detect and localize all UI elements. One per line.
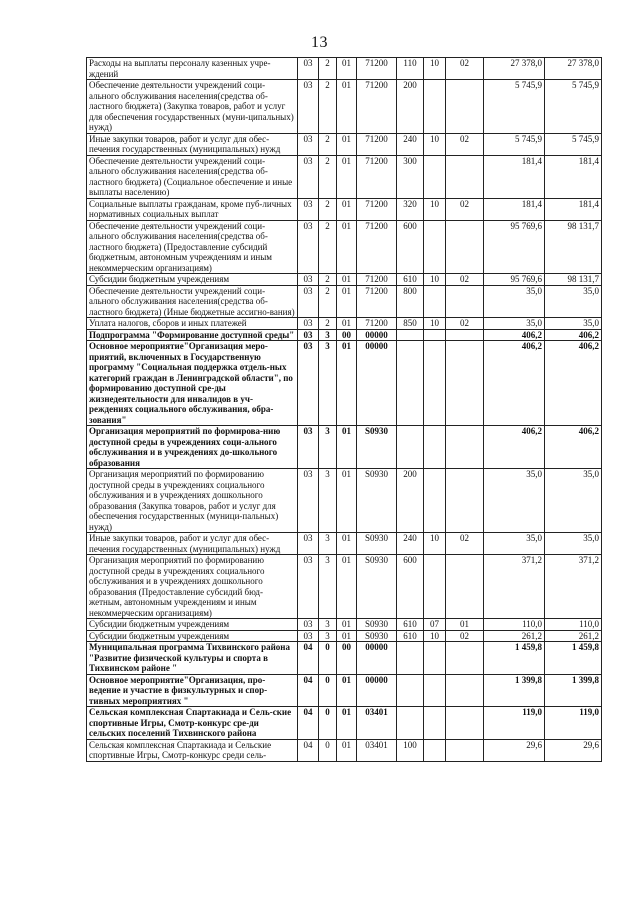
code-direction: 03401	[357, 739, 397, 761]
code-division: 10	[424, 133, 446, 155]
budget-table	[86, 57, 602, 762]
amount-2: 5 745,9	[545, 80, 602, 134]
code-section: 03	[298, 285, 319, 318]
code-expense-type: 100	[397, 739, 424, 761]
code-expense-type: 610	[397, 630, 424, 642]
table-row	[87, 220, 602, 274]
code-section: 03	[298, 341, 319, 426]
amount-1: 406,2	[484, 329, 545, 341]
code-section: 04	[298, 642, 319, 675]
code-division: 10	[424, 630, 446, 642]
code-subprogram: 3	[319, 329, 337, 341]
code-section: 03	[298, 58, 319, 80]
code-event: 01	[337, 80, 357, 134]
code-division	[424, 674, 446, 707]
code-division	[424, 155, 446, 198]
code-event: 01	[337, 341, 357, 426]
code-section: 03	[298, 619, 319, 631]
code-event: 01	[337, 318, 357, 330]
amount-2: 29,6	[545, 739, 602, 761]
code-subdivision: 02	[446, 58, 484, 80]
code-section: 03	[298, 630, 319, 642]
row-name: Основное мероприятие"Организация, про-ведение и участие в физкультурных и спор-тивных мероприятиях "	[87, 674, 298, 707]
amount-1: 181,4	[484, 198, 545, 220]
row-name: Уплата налогов, сборов и иных платежей	[87, 318, 298, 330]
table-row	[87, 329, 602, 341]
code-expense-type: 850	[397, 318, 424, 330]
code-subdivision	[446, 80, 484, 134]
amount-2: 261,2	[545, 630, 602, 642]
code-division	[424, 220, 446, 274]
code-event: 01	[337, 739, 357, 761]
code-subprogram: 3	[319, 619, 337, 631]
code-subprogram: 2	[319, 318, 337, 330]
code-direction: 00000	[357, 329, 397, 341]
code-direction: 71200	[357, 285, 397, 318]
amount-2: 98 131,7	[545, 274, 602, 286]
code-direction: 71200	[357, 274, 397, 286]
code-direction: 71200	[357, 133, 397, 155]
code-subdivision	[446, 674, 484, 707]
amount-2: 371,2	[545, 555, 602, 619]
code-subprogram: 2	[319, 133, 337, 155]
code-expense-type	[397, 341, 424, 426]
code-event: 01	[337, 133, 357, 155]
table-row	[87, 318, 602, 330]
code-section: 03	[298, 155, 319, 198]
row-name: Субсидии бюджетным учреждениям	[87, 619, 298, 631]
code-event: 01	[337, 630, 357, 642]
code-section: 03	[298, 133, 319, 155]
code-subdivision: 02	[446, 630, 484, 642]
code-direction: 71200	[357, 80, 397, 134]
code-direction: S0930	[357, 533, 397, 555]
code-section: 04	[298, 739, 319, 761]
table-row	[87, 469, 602, 533]
code-section: 04	[298, 674, 319, 707]
amount-2: 406,2	[545, 329, 602, 341]
code-subdivision	[446, 469, 484, 533]
code-subdivision	[446, 426, 484, 469]
row-name: Иные закупки товаров, работ и услуг для обес-печения государственных (муниципальных) нужд	[87, 133, 298, 155]
code-subprogram: 3	[319, 341, 337, 426]
amount-2: 98 131,7	[545, 220, 602, 274]
code-direction: S0930	[357, 619, 397, 631]
amount-1: 261,2	[484, 630, 545, 642]
row-name: Организация мероприятий по формированию доступной среды в учреждениях социального обслуживания и в учреждениях дошкольного образования (Предоставление субсидий бюд-жетным, автономным учреждениям и иным некоммерческим организациям)	[87, 555, 298, 619]
code-subprogram: 3	[319, 533, 337, 555]
code-subprogram: 2	[319, 220, 337, 274]
code-subdivision	[446, 341, 484, 426]
amount-1: 35,0	[484, 285, 545, 318]
code-expense-type	[397, 707, 424, 740]
code-section: 03	[298, 555, 319, 619]
code-event: 01	[337, 555, 357, 619]
code-division	[424, 80, 446, 134]
code-section: 03	[298, 198, 319, 220]
amount-2: 119,0	[545, 707, 602, 740]
code-subdivision: 02	[446, 133, 484, 155]
code-event: 01	[337, 674, 357, 707]
code-division	[424, 329, 446, 341]
code-subprogram: 2	[319, 80, 337, 134]
code-event: 01	[337, 220, 357, 274]
code-event: 01	[337, 198, 357, 220]
code-subprogram: 0	[319, 707, 337, 740]
amount-2: 27 378,0	[545, 58, 602, 80]
code-event: 00	[337, 329, 357, 341]
code-event: 01	[337, 707, 357, 740]
code-direction: 00000	[357, 642, 397, 675]
amount-1: 119,0	[484, 707, 545, 740]
amount-1: 35,0	[484, 469, 545, 533]
code-expense-type: 240	[397, 133, 424, 155]
code-expense-type: 300	[397, 155, 424, 198]
code-division: 07	[424, 619, 446, 631]
amount-2: 5 745,9	[545, 133, 602, 155]
amount-2: 406,2	[545, 426, 602, 469]
code-subprogram: 2	[319, 198, 337, 220]
amount-2: 35,0	[545, 469, 602, 533]
amount-1: 110,0	[484, 619, 545, 631]
code-expense-type: 600	[397, 555, 424, 619]
code-expense-type: 200	[397, 80, 424, 134]
amount-1: 1 399,8	[484, 674, 545, 707]
code-subprogram: 3	[319, 469, 337, 533]
code-event: 01	[337, 155, 357, 198]
code-section: 03	[298, 274, 319, 286]
code-subdivision	[446, 220, 484, 274]
code-subprogram: 3	[319, 426, 337, 469]
code-subdivision	[446, 155, 484, 198]
code-division	[424, 739, 446, 761]
amount-1: 5 745,9	[484, 80, 545, 134]
table-row	[87, 739, 602, 761]
code-subprogram: 0	[319, 739, 337, 761]
code-expense-type: 240	[397, 533, 424, 555]
code-direction: 71200	[357, 220, 397, 274]
amount-1: 95 769,6	[484, 274, 545, 286]
amount-1: 29,6	[484, 739, 545, 761]
row-name: Субсидии бюджетным учреждениям	[87, 630, 298, 642]
table-row	[87, 533, 602, 555]
code-subprogram: 2	[319, 274, 337, 286]
code-division	[424, 555, 446, 619]
code-expense-type: 610	[397, 274, 424, 286]
row-name: Сельская комплексная Спартакиада и Сельские спортивные Игры, Смотр-конкурс среди сель-	[87, 739, 298, 761]
amount-1: 95 769,6	[484, 220, 545, 274]
code-subdivision	[446, 739, 484, 761]
table-row	[87, 642, 602, 675]
code-division: 10	[424, 274, 446, 286]
table-row	[87, 555, 602, 619]
table-row	[87, 274, 602, 286]
code-division	[424, 285, 446, 318]
table-row	[87, 630, 602, 642]
code-subdivision: 02	[446, 274, 484, 286]
code-event: 01	[337, 426, 357, 469]
code-expense-type: 200	[397, 469, 424, 533]
row-name: Сельская комплексная Спартакиада и Сель-ские спортивные Игры, Смотр-конкурс сре-ди сельских поселений Тихвинского района	[87, 707, 298, 740]
amount-2: 1 459,8	[545, 642, 602, 675]
code-subprogram: 3	[319, 555, 337, 619]
row-name: Иные закупки товаров, работ и услуг для обес-печения государственных (муниципальных) нужд	[87, 533, 298, 555]
code-section: 03	[298, 329, 319, 341]
amount-1: 1 459,8	[484, 642, 545, 675]
code-direction: 71200	[357, 58, 397, 80]
table-row	[87, 426, 602, 469]
code-subprogram: 2	[319, 155, 337, 198]
code-expense-type: 610	[397, 619, 424, 631]
table-row	[87, 674, 602, 707]
page-number: 13	[311, 34, 328, 51]
row-name: Организация мероприятий по формирова-нию доступной среды в учреждениях соци-ального обслуживания и в учреждениях до-школьного образования	[87, 426, 298, 469]
code-direction: 71200	[357, 155, 397, 198]
table-row	[87, 58, 602, 80]
code-subdivision	[446, 329, 484, 341]
code-subdivision	[446, 555, 484, 619]
row-name: Обеспечение деятельности учреждений соци-ального обслуживания населения(средства об-ластного бюджета) (Социальное обеспечение и иные выплаты населению)	[87, 155, 298, 198]
row-name: Обеспечение деятельности учреждений соци-ального обслуживания населения(средства об-ластного бюджета) (Закупка товаров, работ и услуг для обеспечения государственных (муни-ципальных) нужд)	[87, 80, 298, 134]
amount-2: 406,2	[545, 341, 602, 426]
code-subprogram: 0	[319, 642, 337, 675]
code-direction: S0930	[357, 555, 397, 619]
row-name: Муниципальная программа Тихвинского района "Развитие физической культуры и спорта в Тихвинском районе "	[87, 642, 298, 675]
code-direction: 71200	[357, 318, 397, 330]
amount-1: 181,4	[484, 155, 545, 198]
amount-2: 181,4	[545, 155, 602, 198]
code-section: 03	[298, 426, 319, 469]
row-name: Организация мероприятий по формированию доступной среды в учреждениях социального обслуживания и в учреждениях дошкольного образования (Закупка товаров, работ и услуг для обеспечения государственных (муници-пальных) нужд)	[87, 469, 298, 533]
amount-1: 406,2	[484, 426, 545, 469]
code-event: 01	[337, 619, 357, 631]
code-division	[424, 426, 446, 469]
table-row	[87, 707, 602, 740]
code-subdivision: 01	[446, 619, 484, 631]
code-section: 03	[298, 80, 319, 134]
amount-2: 35,0	[545, 285, 602, 318]
code-division	[424, 341, 446, 426]
code-direction: S0930	[357, 426, 397, 469]
code-event: 01	[337, 274, 357, 286]
code-subprogram: 2	[319, 285, 337, 318]
code-section: 04	[298, 707, 319, 740]
code-event: 00	[337, 642, 357, 675]
amount-1: 35,0	[484, 533, 545, 555]
row-name: Подпрограмма "Формирование доступной среды"	[87, 329, 298, 341]
table-row	[87, 198, 602, 220]
row-name: Расходы на выплаты персоналу казенных учре-ждений	[87, 58, 298, 80]
code-section: 03	[298, 318, 319, 330]
code-division	[424, 642, 446, 675]
amount-2: 35,0	[545, 318, 602, 330]
code-expense-type	[397, 642, 424, 675]
row-name: Обеспечение деятельности учреждений соци-ального обслуживания населения(средства об-ластного бюджета) (Предоставление субсидий бюджетным, автономным учреждениям и иным некоммерческим организациям)	[87, 220, 298, 274]
code-expense-type	[397, 426, 424, 469]
code-subdivision: 02	[446, 318, 484, 330]
amount-2: 110,0	[545, 619, 602, 631]
code-direction: 00000	[357, 341, 397, 426]
code-event: 01	[337, 469, 357, 533]
code-subprogram: 3	[319, 630, 337, 642]
amount-1: 35,0	[484, 318, 545, 330]
code-event: 01	[337, 533, 357, 555]
table-row	[87, 619, 602, 631]
code-subdivision: 02	[446, 533, 484, 555]
row-name: Основное мероприятие"Организация меро-приятий, включенных в Государственную программу "Социальная поддержка отдель-ных категорий граждан в Ленинградской области", по формированию доступной сре-ды жизнедеятельности для инвалидов в уч-реждениях социального обслуживания, обра-зования"	[87, 341, 298, 426]
code-section: 03	[298, 220, 319, 274]
code-section: 03	[298, 469, 319, 533]
code-division: 10	[424, 318, 446, 330]
code-division	[424, 469, 446, 533]
amount-2: 35,0	[545, 533, 602, 555]
table-row	[87, 285, 602, 318]
amount-1: 27 378,0	[484, 58, 545, 80]
code-subdivision: 02	[446, 198, 484, 220]
amount-1: 406,2	[484, 341, 545, 426]
code-subdivision	[446, 642, 484, 675]
code-expense-type	[397, 329, 424, 341]
row-name: Социальные выплаты гражданам, кроме пуб-личных нормативных социальных выплат	[87, 198, 298, 220]
amount-2: 1 399,8	[545, 674, 602, 707]
code-subdivision	[446, 707, 484, 740]
code-direction: 71200	[357, 198, 397, 220]
row-name: Субсидии бюджетным учреждениям	[87, 274, 298, 286]
code-expense-type: 320	[397, 198, 424, 220]
code-expense-type: 110	[397, 58, 424, 80]
code-division	[424, 707, 446, 740]
code-direction: S0930	[357, 630, 397, 642]
code-division: 10	[424, 533, 446, 555]
code-subprogram: 2	[319, 58, 337, 80]
code-subprogram: 0	[319, 674, 337, 707]
code-direction: 03401	[357, 707, 397, 740]
row-name: Обеспечение деятельности учреждений соци-ального обслуживания населения(средства об-ластного бюджета) (Иные бюджетные ассигно-вания)	[87, 285, 298, 318]
code-subdivision	[446, 285, 484, 318]
code-direction: S0930	[357, 469, 397, 533]
code-section: 03	[298, 533, 319, 555]
code-event: 01	[337, 58, 357, 80]
table-row	[87, 133, 602, 155]
code-direction: 00000	[357, 674, 397, 707]
table-row	[87, 341, 602, 426]
table-row	[87, 80, 602, 134]
amount-1: 371,2	[484, 555, 545, 619]
code-event: 01	[337, 285, 357, 318]
amount-2: 181,4	[545, 198, 602, 220]
code-expense-type: 600	[397, 220, 424, 274]
code-expense-type	[397, 674, 424, 707]
table-row	[87, 155, 602, 198]
code-division: 10	[424, 58, 446, 80]
amount-1: 5 745,9	[484, 133, 545, 155]
code-division: 10	[424, 198, 446, 220]
code-expense-type: 800	[397, 285, 424, 318]
